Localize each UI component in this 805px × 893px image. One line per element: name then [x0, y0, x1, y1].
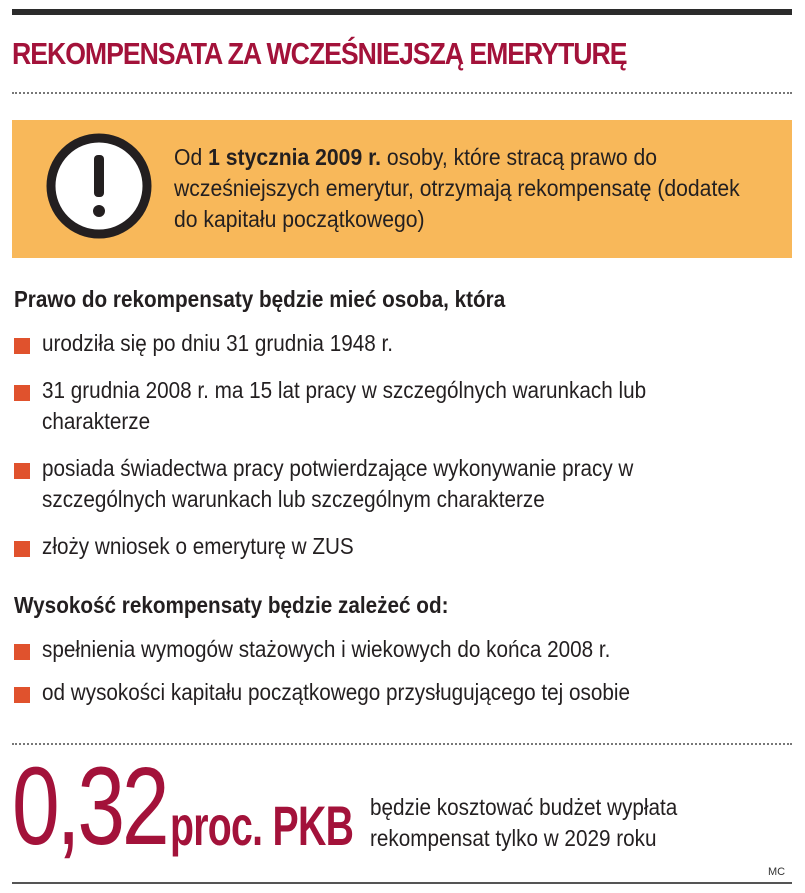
list-item: posiada świadectwa pracy potwierdzające wykonywanie pracy w szczególnych warunkach lub szczególnym charakterze [14, 453, 794, 515]
section1-list [14, 328, 794, 562]
top-rule [12, 9, 792, 15]
alert-date: 1 stycznia 2009 r. [208, 144, 382, 170]
bullet-square-icon [14, 385, 30, 401]
bottom-rule [12, 882, 792, 884]
list-item: złoży wniosek o emeryturę w ZUS [14, 531, 794, 562]
title-divider [12, 92, 792, 94]
stat-unit: proc. PKB [170, 794, 354, 857]
stat-description: będzie kosztować budżet wypłata rekompensat tylko w 2029 roku [370, 794, 678, 851]
list-item: urodziła się po dniu 31 grudnia 1948 r. [14, 328, 794, 359]
alert-text: Od 1 stycznia 2009 r. osoby, które stracą prawo do wcześniejszych emerytur, otrzymają rekompensatę (dodatek do kapitału początkowego) [174, 144, 740, 232]
bullet-square-icon [14, 338, 30, 354]
exclamation-icon [44, 131, 154, 241]
bullet-square-icon [14, 541, 30, 557]
list-item: spełnienia wymogów stażowych i wiekowych do końca 2008 r. [14, 634, 794, 665]
section2-list [14, 634, 794, 708]
author-credit: MC [768, 866, 786, 878]
list-item: 31 grudnia 2008 r. ma 15 lat pracy w szczególnych warunkach lub charakterze [14, 375, 794, 437]
page-title: REKOMPENSATA ZA WCZEŚNIEJSZĄ EMERYTURĘ [12, 36, 627, 71]
stat-value: 0,32 [12, 745, 167, 868]
list-item: od wysokości kapitału początkowego przysługującego tej osobie [14, 677, 794, 708]
section1-heading: Prawo do rekompensaty będzie mieć osoba, która [14, 286, 506, 312]
bullet-square-icon [14, 644, 30, 660]
bullet-square-icon [14, 463, 30, 479]
bullet-square-icon [14, 687, 30, 703]
section2-heading: Wysokość rekompensaty będzie zależeć od: [14, 592, 449, 618]
alert-box [12, 120, 792, 258]
